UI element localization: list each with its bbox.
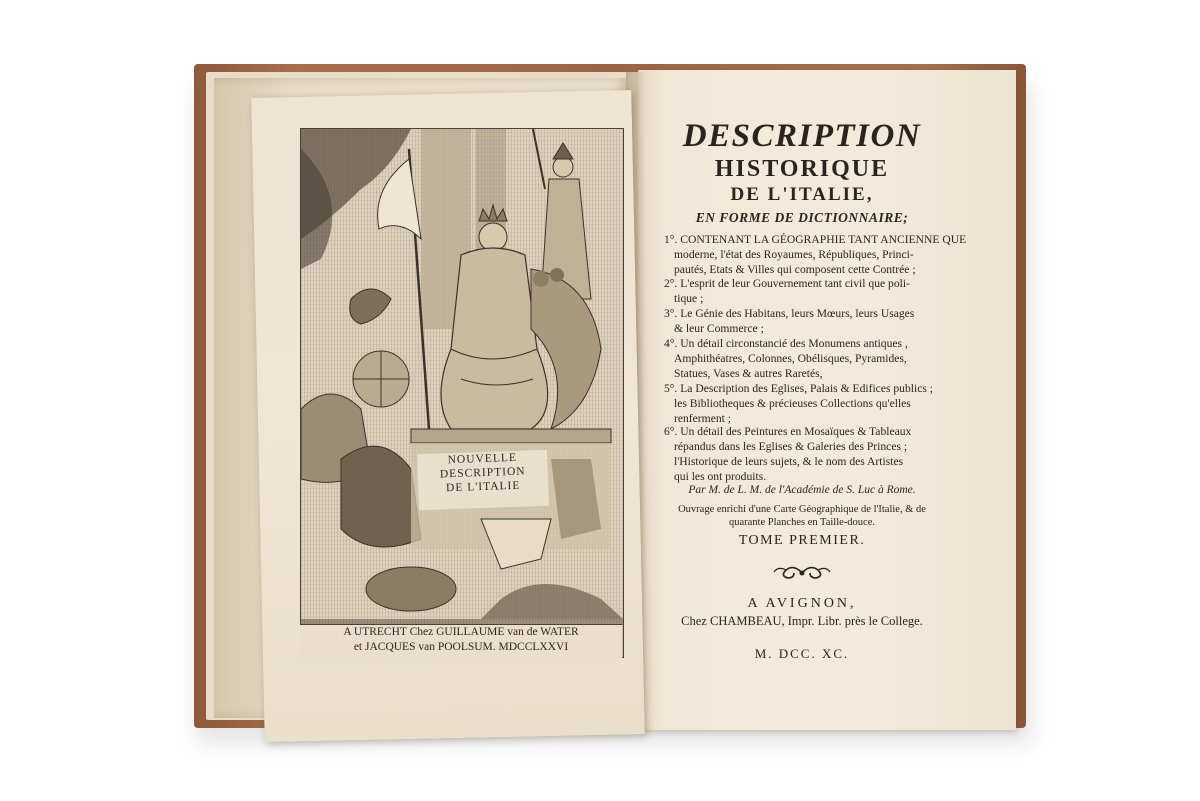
text-line: Ouvrage enrichi d'une Carte Géographique de l'Italie, & de: [678, 504, 926, 515]
text-line: répandus dans les Eglises & Galeries des Princes ;: [674, 440, 908, 453]
text-line: l'Historique de leurs sujets, & le nom des Artistes: [674, 455, 904, 468]
contents-item-2: [664, 276, 964, 306]
text-line: les Bibliotheques & précieuses Collections qu'elles: [674, 397, 911, 410]
author-line: Par M. de L. M. de l'Académie de S. Luc à Rome.: [688, 484, 916, 496]
text-line: renferment ;: [674, 412, 731, 425]
engraving-illustration: [301, 129, 623, 657]
text-line: 3°. Le Génie des Habitans, leurs Mœurs, leurs Usages: [664, 307, 915, 320]
text-line: 6°. Un détail des Peintures en Mosaïques & Tableaux: [664, 425, 912, 438]
text-line: pautés, Etats & Villes qui composent cette Contrée ;: [674, 263, 916, 276]
engraving-caption: [300, 624, 622, 659]
text-line: 4°. Un détail circonstancié des Monumens antiques ,: [664, 337, 908, 350]
text-line: 2°. L'esprit de leur Gouvernement tant civil que poli-: [664, 277, 910, 290]
text-line: 5°. La Description des Eglises, Palais & Edifices publics ;: [664, 382, 933, 395]
imprint-printer: Chez CHAMBEAU, Impr. Libr. près le College.: [681, 614, 923, 628]
caption-line-1: A UTRECHT Chez GUILLAUME van de WATER: [343, 626, 579, 638]
work-note: [652, 503, 952, 529]
frontispiece-engraving: [300, 128, 624, 658]
title-line-3: DE L'ITALIE,: [730, 184, 874, 205]
contents-item-5: [664, 381, 964, 426]
title-subtitle: EN FORME DE DICTIONNAIRE;: [695, 210, 909, 225]
inset-line-3: DE L'ITALIE: [445, 479, 521, 495]
text-line: & leur Commerce ;: [674, 322, 764, 335]
contents-item-6: [664, 424, 964, 484]
inset-line-2: DESCRIPTION: [439, 465, 526, 481]
volume-label: TOME PREMIER.: [738, 533, 866, 548]
imprint-year: M. DCC. XC.: [754, 646, 850, 661]
text-line: 1°. CONTENANT LA GÉOGRAPHIE TANT ANCIENNE QUE: [664, 233, 967, 246]
text-line: qui les ont produits.: [674, 470, 767, 483]
fleuron-ornament-icon: [772, 562, 832, 584]
inset-line-1: NOUVELLE: [447, 451, 518, 467]
contents-item-3: [664, 306, 964, 336]
caption-line-2: et JACQUES van POOLSUM. MDCCLXXVI: [353, 641, 569, 653]
contents-item-4: [664, 336, 964, 381]
text-line: Statues, Vases & autres Raretés,: [674, 367, 823, 380]
engraving-inset-title: [417, 450, 549, 511]
contents-item-1: [664, 232, 967, 277]
text-line: quarante Planches en Taille-douce.: [728, 517, 875, 528]
text-line: moderne, l'état des Royaumes, Républiques, Princi-: [674, 248, 914, 261]
title-line-1: DESCRIPTION: [682, 118, 922, 154]
imprint-city: A AVIGNON,: [747, 596, 857, 611]
text-line: Amphithéatres, Colonnes, Obélisques, Pyramides,: [674, 352, 907, 365]
title-line-2: HISTORIQUE: [714, 156, 890, 182]
text-line: tique ;: [674, 292, 704, 305]
